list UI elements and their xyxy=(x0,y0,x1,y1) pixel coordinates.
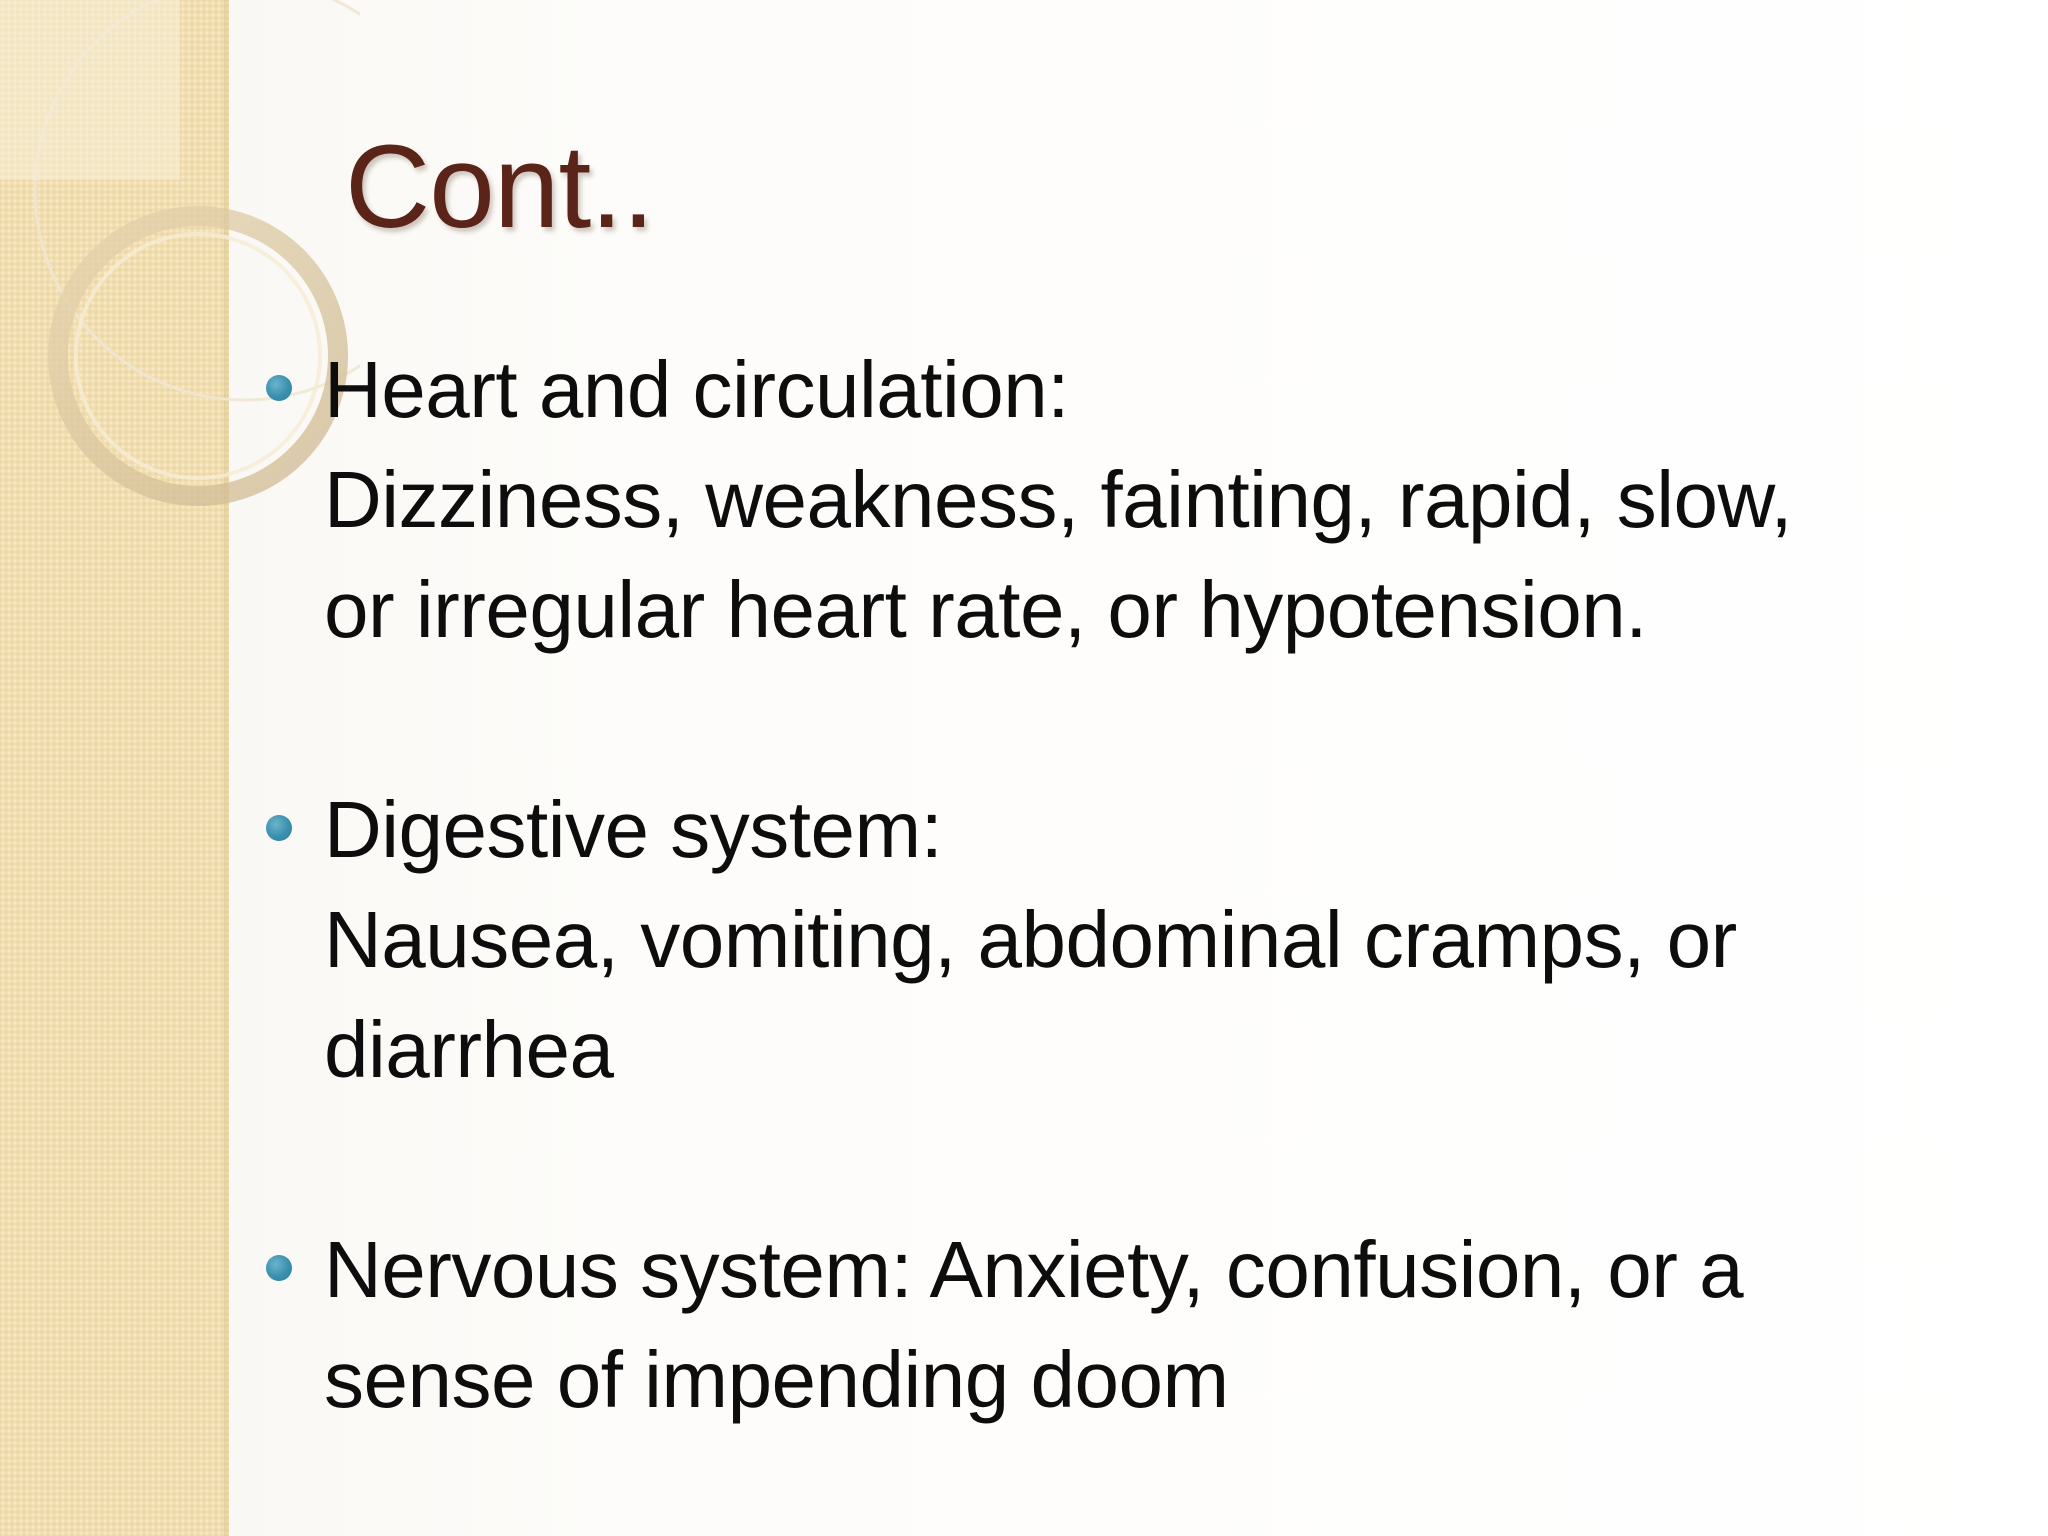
corner-tile xyxy=(0,0,180,180)
bullet-list xyxy=(262,335,2022,1435)
bullet-text xyxy=(324,775,2022,1105)
bullet-item-nervous xyxy=(262,1215,2022,1435)
bullet-line: Digestive system: xyxy=(324,785,943,874)
bullet-dot-icon xyxy=(266,815,292,841)
bullet-line: Nausea, vomiting, abdominal cramps, or xyxy=(324,895,1737,984)
bullet-line: or irregular heart rate, or hypotension. xyxy=(324,565,1647,654)
bullet-line: Nervous system: Anxiety, confusion, or a xyxy=(324,1225,1744,1314)
bullet-line: Heart and circulation: xyxy=(324,345,1069,434)
bullet-item-digestive xyxy=(262,775,2022,1105)
bullet-dot-icon xyxy=(266,1255,292,1281)
bullet-text xyxy=(324,1215,2022,1435)
bullet-item-heart xyxy=(262,335,2022,665)
bullet-line: sense of impending doom xyxy=(324,1335,1229,1424)
slide-title: Cont.. xyxy=(345,121,654,253)
bullet-line: diarrhea xyxy=(324,1005,614,1094)
bullet-text xyxy=(324,335,2022,665)
bullet-line: Dizziness, weakness, fainting, rapid, slow, xyxy=(324,455,1793,544)
bullet-dot-icon xyxy=(266,375,292,401)
